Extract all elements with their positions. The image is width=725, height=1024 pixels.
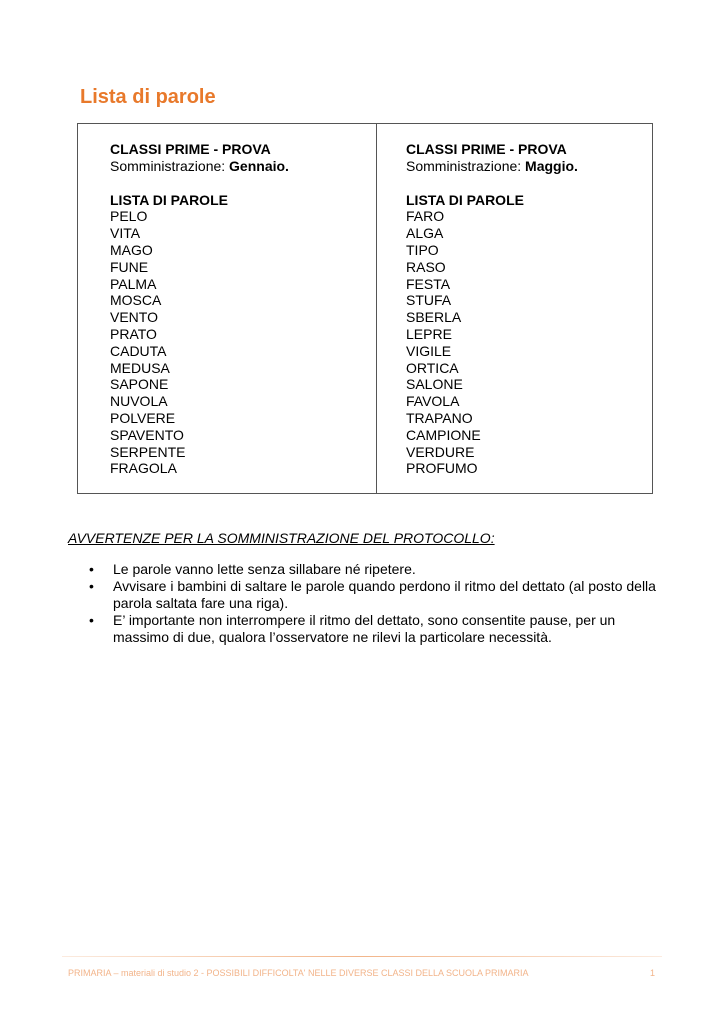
word-item: PELO: [110, 208, 148, 225]
word-item: SPAVENTO: [110, 426, 184, 443]
word-item: NUVOLA: [110, 393, 168, 410]
list-heading: LISTA DI PAROLE: [110, 191, 228, 208]
administration-label: Somministrazione:: [406, 157, 526, 174]
word-item: FRAGOLA: [110, 460, 177, 477]
warning-text: E’ importante non interrompere il ritmo del dettato, sono consentite pause, per un massimo di due, qualora l’osservatore ne rilevi la particolare necessità.: [113, 612, 616, 645]
warning-item: [68, 612, 668, 646]
bullet-icon: •: [89, 612, 94, 628]
warning-item: [68, 561, 668, 578]
word-item: CADUTA: [110, 342, 167, 359]
word-item: FESTA: [406, 275, 451, 292]
word-item: VERDURE: [406, 443, 475, 460]
warning-text: Avvisare i bambini di saltare le parole quando perdono il ritmo del dettato (al posto della parola saltata fare una riga).: [113, 578, 656, 611]
word-item: SAPONE: [110, 376, 169, 393]
word-item: CAMPIONE: [406, 426, 481, 443]
word-item: SALONE: [406, 376, 463, 393]
warning-text: Le parole vanno lette senza sillabare né ripetere.: [113, 561, 416, 577]
footer-text: PRIMARIA – materiali di studio 2 - POSSIBILI DIFFICOLTA' NELLE DIVERSE CLASSI DELLA SCUOLA PRIMARIA: [68, 968, 529, 978]
word-item: POLVERE: [110, 409, 176, 426]
word-item: TIPO: [406, 241, 439, 258]
column-maggio: [406, 141, 578, 477]
column-heading: CLASSI PRIME - PROVA: [406, 141, 567, 157]
column-gennaio: [110, 141, 289, 477]
word-item: FAVOLA: [406, 393, 460, 410]
word-item: FARO: [406, 208, 445, 225]
column-heading: CLASSI PRIME - PROVA: [110, 141, 271, 157]
page-title: Lista di parole: [80, 86, 216, 108]
word-list: [406, 208, 578, 477]
word-item: RASO: [406, 258, 446, 275]
word-item: PRATO: [110, 325, 157, 342]
bullet-icon: •: [89, 561, 94, 577]
word-item: LEPRE: [406, 325, 452, 342]
warning-item: [68, 578, 668, 612]
bullet-icon: •: [89, 578, 94, 594]
administration-line: [406, 158, 578, 175]
word-item: MOSCA: [110, 292, 162, 309]
warnings-list: [68, 561, 668, 646]
word-item: VITA: [110, 225, 141, 242]
administration-label: Somministrazione:: [110, 157, 230, 174]
word-list: [110, 208, 289, 477]
word-item: PALMA: [110, 275, 157, 292]
word-item: PROFUMO: [406, 460, 478, 477]
footer-divider: [62, 956, 662, 957]
word-item: ORTICA: [406, 359, 459, 376]
word-list-table: [77, 123, 653, 494]
word-item: VENTO: [110, 309, 158, 326]
word-item: FUNE: [110, 258, 149, 275]
word-item: ALGA: [406, 225, 444, 242]
page-number: 1: [650, 968, 656, 978]
word-item: MAGO: [110, 241, 153, 258]
word-item: VIGILE: [406, 342, 452, 359]
word-item: SERPENTE: [110, 443, 186, 460]
list-heading: LISTA DI PAROLE: [406, 191, 524, 208]
administration-month: Maggio.: [525, 157, 578, 174]
word-item: SBERLA: [406, 309, 462, 326]
word-item: STUFA: [406, 292, 452, 309]
administration-line: [110, 158, 289, 175]
word-item: MEDUSA: [110, 359, 170, 376]
word-item: TRAPANO: [406, 409, 473, 426]
administration-month: Gennaio.: [229, 157, 289, 174]
warnings-heading: AVVERTENZE PER LA SOMMINISTRAZIONE DEL PROTOCOLLO:: [68, 530, 495, 546]
column-divider: [376, 124, 377, 493]
